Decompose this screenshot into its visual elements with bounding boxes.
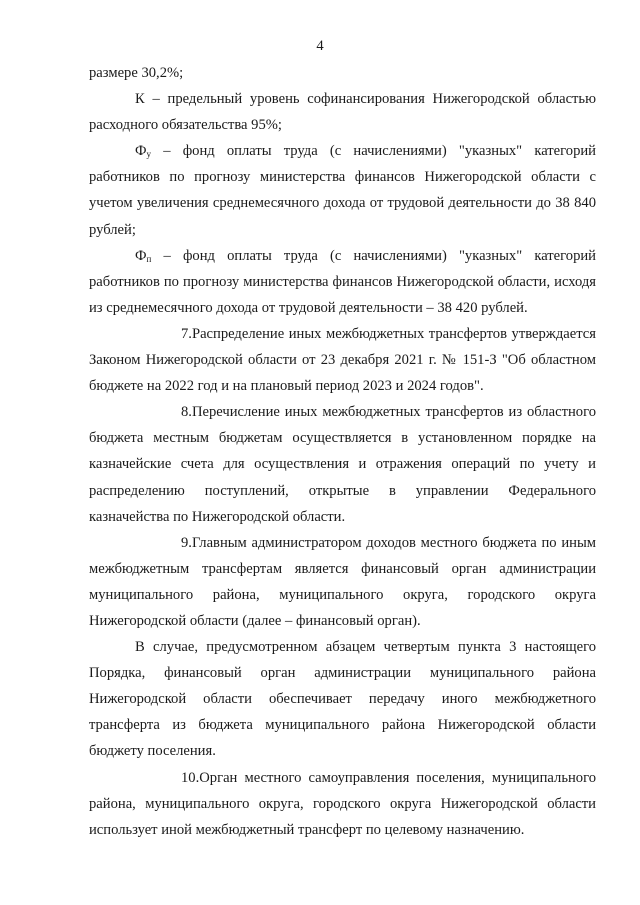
clause-10 <box>89 765 596 843</box>
clause-text: Перечисление иных межбюджетных трансфертов из областного бюджета местным бюджетам осуществляется в установленном порядке на казначейские счета для осуществления и отражения операций по учету и распределению поступлений, открытые в управлении Федерального казначейства по Нижегородской области. <box>89 404 596 525</box>
paragraph-continuation: размере 30,2%; <box>89 65 184 81</box>
page-number: 4 <box>316 38 324 54</box>
clause-number: 8. <box>181 404 192 421</box>
paragraph-transfer-case: В случае, предусмотренном абзацем четвертым пункта 3 настоящего Порядка, финансовый орган администрации муниципального района Нижегородской области обеспечивает передачу иного межбюджетного трансферта из бюджета муниципального района Нижегородской области бюджету поселения. <box>89 639 596 760</box>
clause-text: Распределение иных межбюджетных трансфертов утверждается Законом Нижегородской области от 23 декабря 2021 г. № 151-З "Об областном бюджете на 2022 год и на плановый период 2023 и 2024 годов". <box>89 325 596 395</box>
paragraph-fu-definition <box>89 138 596 242</box>
clause-9 <box>89 530 596 634</box>
formula-subscript: п <box>146 253 152 264</box>
document-body <box>89 60 596 843</box>
clause-text: Главным администратором доходов местного бюджета по иным межбюджетным трансфертам является финансовый орган администрации муниципального района, муниципального округа, городского округа Нижегородской области (далее – финансовый орган). <box>89 534 596 629</box>
paragraph-text: – фонд оплаты труда (с начислениями) "указных" категорий работников по прогнозу министерства финансов Нижегородской области, исходя из среднемесячного дохода от трудовой деятельности – 38 420 рублей. <box>89 247 596 316</box>
clause-number: 7. <box>181 325 192 342</box>
clause-7 <box>89 321 596 399</box>
formula-symbol: Ф <box>135 247 147 264</box>
clause-number: 10. <box>181 769 200 786</box>
clause-8 <box>89 399 596 529</box>
paragraph-text: – фонд оплаты труда (с начислениями) "указных" категорий работников по прогнозу министерства финансов Нижегородской области с учетом увеличения среднемесячного дохода от трудовой деятельности до 38 840 рублей; <box>89 143 596 238</box>
paragraph-k-definition: К – предельный уровень софинансирования Нижегородской областью расходного обязательства 95%; <box>89 91 596 134</box>
formula-symbol: Ф <box>135 143 147 160</box>
clause-text: Орган местного самоуправления поселения, муниципального района, муниципального округа, городского округа Нижегородской области использует иной межбюджетный трансферт по целевому назначению. <box>89 769 596 838</box>
clause-number: 9. <box>181 534 192 551</box>
formula-subscript: у <box>146 149 152 160</box>
paragraph-fp-definition <box>89 243 596 321</box>
